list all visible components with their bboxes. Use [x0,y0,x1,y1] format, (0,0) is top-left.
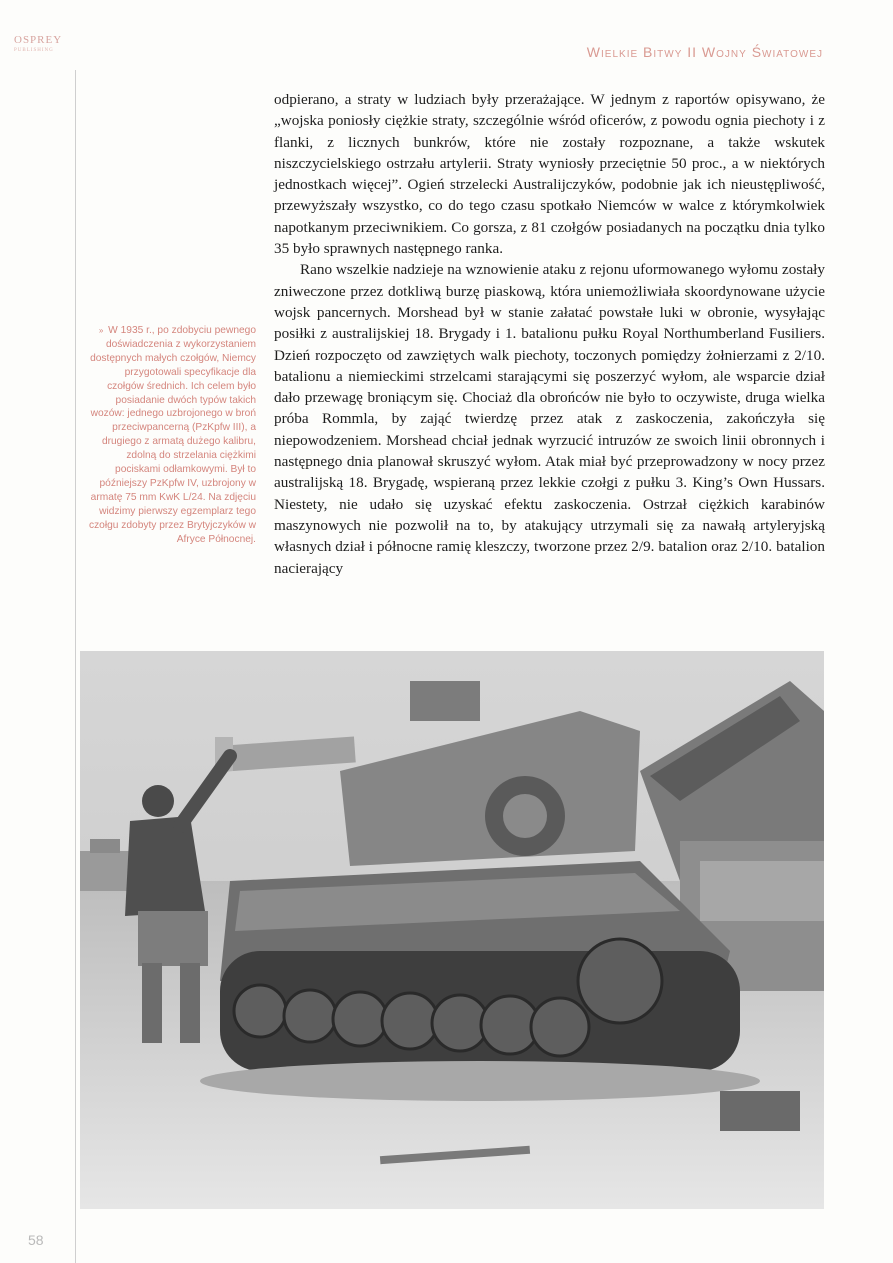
publisher-logo-text: OSPREY [14,34,63,46]
paragraph-1: odpierano, a straty w ludziach były przerażające. W jednym z raportów opisywano, że „wojska poniosły ciężkie straty, szczególnie wśród oficerów, z powodu ognia piechoty i z flanki, z licznych bunkrów, które nie zostały rozpoznane, a także wskutek niszczycielskiego ostrzału artylerii. Straty wyniosły przeciętnie 50 proc., a w niektórych jednostkach więcej”. Ogień strzelecki Australijczyków, podobnie jak ich nieustępliwość, przewyższały wszystko, co do tego czasu spotkało Niemców w walce z którymkolwiek napotkanym przeciwnikiem. Co gorsza, z 81 czołgów posiadanych na początku dnia tylko 35 było sprawnych następnego ranka. [274,91,825,258]
publisher-logo [14,34,74,53]
publisher-logo-subtext: PUBLISHING [14,48,54,53]
tank-photo [80,651,824,1209]
page-number: 58 [28,1232,44,1248]
tank-photo-illustration [80,651,824,1209]
series-title: Wielkie Bitwy II Wojny Światowej [586,44,823,60]
paragraph-2: Rano wszelkie nadzieje na wznowienie ataku z rejonu uformowanego wyłomu zostały zniweczone przez dotkliwą burzę piaskową, która uniemożliwiała skoordynowane użycie wojsk pancernych. Morshead był w stanie załatać powstałe luki w obronie, wysyłając posiłki z australijskiej 18. Brygady i 1. batalionu pułku Royal Northumberland Fusiliers. Dzień rozpoczęto od zawziętych walk piechoty, toczonych pomiędzy żołnierzami z 2/10. batalionu a niemieckimi strzelcami starającymi się poszerzyć wyłom, ale wsparcie dział dało przewagę broniącym się. Chociaż dla obrońców nie było to oczywiste, druga wielka próba Rommla, by zająć twierdzę przez atak z zaskoczenia, zakończyła się niepowodzeniem. Morshead chciał jednak wyrzucić intruzów ze swoich linii obronnych i następnego dnia planował skruszyć wyłom. Atak miał być przeprowadzony w nocy przez australijską 18. Brygadę, wspieraną przez lekkie czołgi z pułku 3. King’s Own Hussars. Niestety, nie udało się uzyskać efektu zaskoczenia. Ostrzał ciężkich karabinów maszynowych nie pozwolił na to, by atakujący utrzymali się za nawałą artyleryjską własnych dział i północne ramię kleszczy, tworzone przez 2/9. batalion oraz 2/10. batalion nacierający [274,261,825,577]
photo-caption [86,324,256,547]
margin-rule [75,70,76,1263]
body-text [274,89,825,579]
caption-text: W 1935 r., po zdobyciu pewnego doświadczenia z wykorzystaniem dostępnych małych czołgów, Niemcy przygotowali specyfikacje dla czołgów średnich. Ich celem było posiadanie dwóch typów takich wozów: jednego uzbrojonego w broń przeciwpancerną (PzKpfw III), a drugiego z armatą dużego kalibru, zdolną do strzelania ciężkimi pociskami odłamkowymi. Był to późniejszy PzKpfw IV, uzbrojony w armatę 75 mm KwK L/24. Na zdjęciu widzimy pierwszy egzemplarz tego czołgu zdobyty przez Brytyjczyków w Afryce Północnej. [88,325,256,545]
caption-bullet: » [98,326,104,335]
